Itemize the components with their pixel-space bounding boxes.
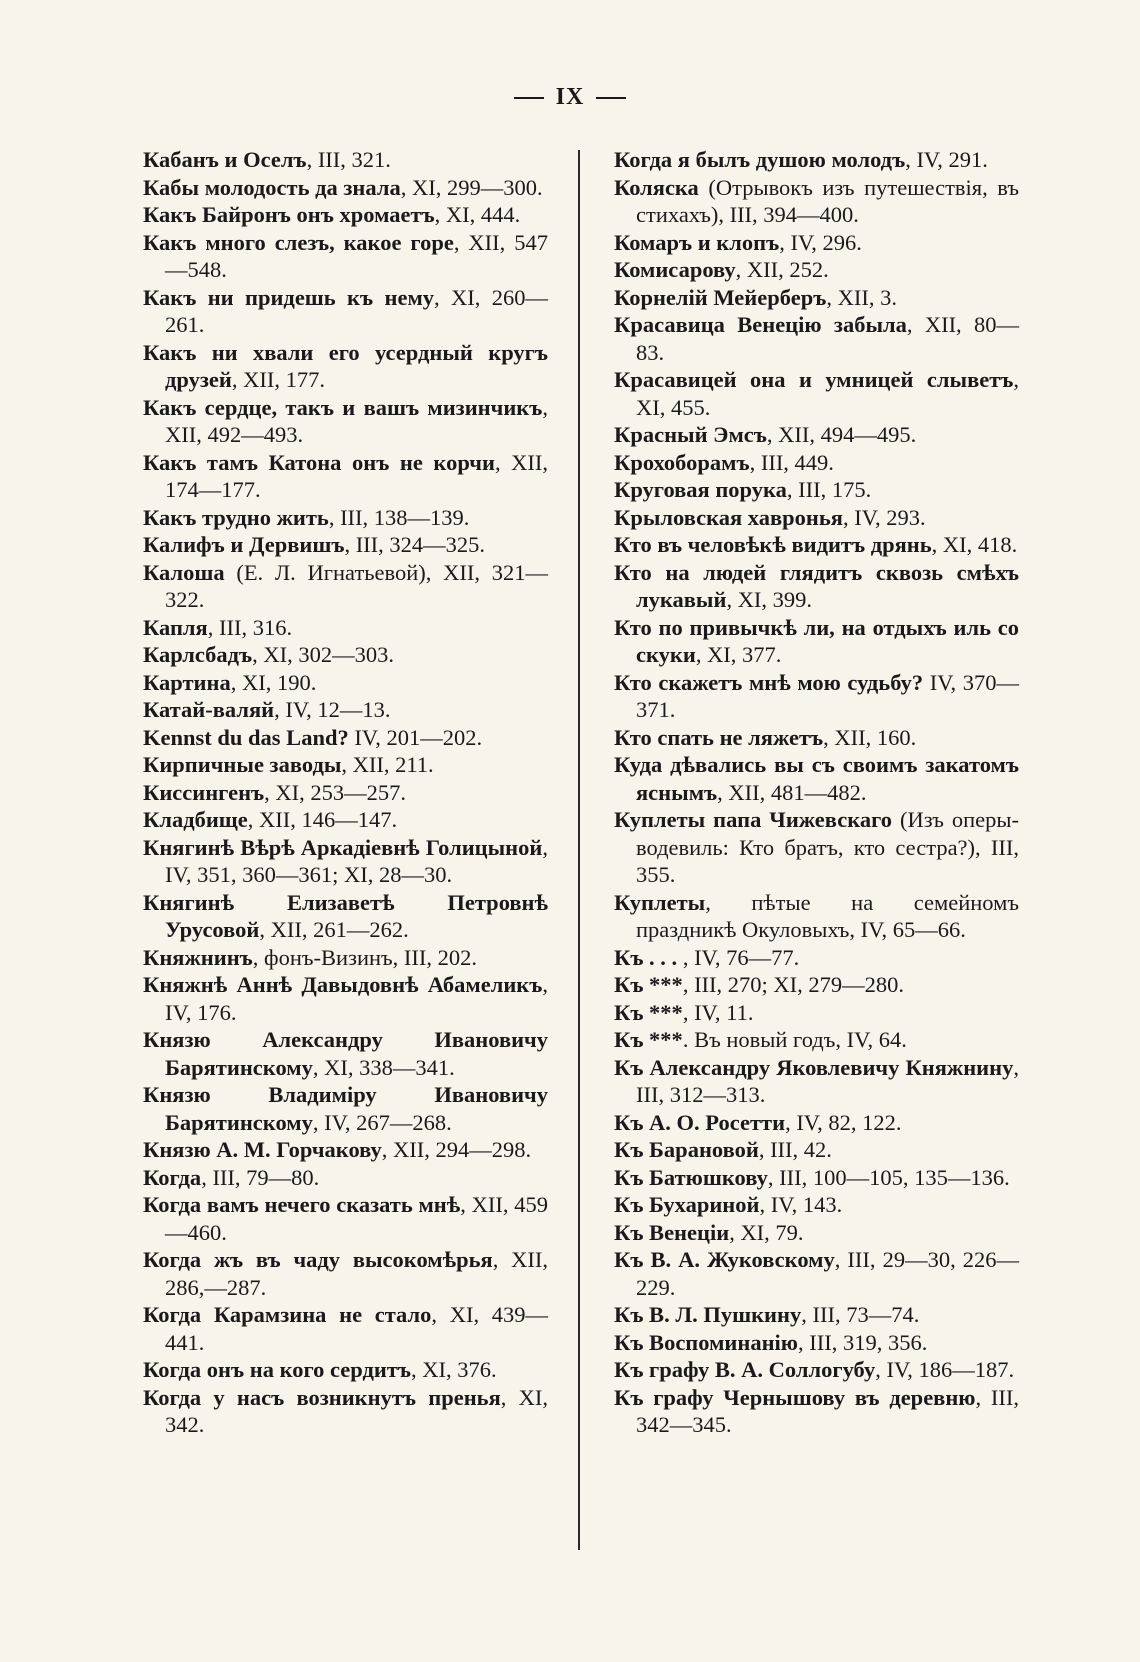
index-entry [143,174,548,202]
index-entry [614,174,1019,229]
index-entry [143,889,548,944]
entry-reference: . Въ новый годъ, IV, 64. [682,1027,907,1052]
entry-title: Kennst du das Land? [143,724,349,750]
entry-reference: , IV, 296. [779,229,862,255]
entry-reference: , III, 29—30, 226—229. [636,1247,1020,1300]
entry-reference: , XI, 260—261. [165,284,548,337]
entry-title: Кто по привычкѣ ли, на отдыхъ иль со скуки [614,614,1019,667]
entry-reference: , XII, 492—493. [165,394,548,447]
index-entry [614,449,1019,477]
entry-reference: , пѣтые на семейномъ праздникѣ Окуловыхъ, IV, 65—66. [636,889,1019,942]
entry-title: Къ Батюшкову [614,1164,768,1190]
entry-title: Кладбище [143,807,248,832]
entry-title: Куда дѣвались вы съ своимъ закатомъ яснымъ [614,752,1019,805]
entry-reference: , XI, 253—257. [264,779,407,805]
entry-reference: , XII, 481—482. [717,779,867,805]
entry-title: Коляска [614,174,699,200]
entry-reference: , XI, 376. [411,1357,497,1382]
index-entry [143,641,548,669]
entry-title: Князю Владиміру Ивановичу Барятинскому [143,1082,548,1135]
entry-title: Красавицей она и умницей слыветъ [614,367,1014,392]
entry-title: Къ . . . [614,944,678,970]
entry-reference: , III, 316. [207,614,293,640]
entry-title: Крыловская хавронья [614,504,843,530]
entry-title: Какъ трудно жить [143,504,329,530]
index-entry [143,1356,548,1384]
entry-reference: , IV, 267—268. [312,1109,452,1135]
entry-title: Капля [143,614,208,640]
entry-title: Калоша [143,559,225,585]
index-entry [614,421,1019,449]
index-entry [143,531,548,559]
index-entry [614,1164,1019,1192]
entry-title: Красный Эмсъ [614,422,767,447]
index-entry [143,1301,548,1356]
index-entry [614,806,1019,889]
entry-title: Къ Бухариной [614,1192,760,1217]
entry-title: Кто спать не ляжетъ [614,724,824,750]
index-entry [143,1246,548,1301]
entry-title: Кабанъ и Оселъ [143,147,307,172]
index-entry [614,284,1019,312]
index-entry [614,1329,1019,1357]
entry-reference: , XII, 547—548. [165,229,549,282]
entry-reference: , III, 73—74. [801,1302,920,1327]
entry-title: Когда [143,1164,202,1190]
index-entry [143,1081,548,1136]
entry-reference: , XI, 399. [726,587,813,612]
index-entry [143,669,548,697]
entry-reference: , IV, 351, 360—361; XI, 28—30. [165,834,548,887]
entry-title: Кто на людей глядитъ сквозь смѣхъ лукавый [614,559,1019,612]
entry-title: Кто въ человѣкѣ видитъ дрянь [614,532,932,557]
entry-title: Къ Барановой [614,1137,759,1162]
index-entry [614,1191,1019,1219]
entry-title: Кабы молодость да знала [143,174,401,200]
index-entry [143,1026,548,1081]
index-entry [143,834,548,889]
index-entry [614,889,1019,944]
entry-reference: , III, 270; XI, 279—280. [682,972,905,997]
index-entry [143,724,548,752]
index-entry [143,1164,548,1192]
index-entry [143,559,548,614]
entry-reference: , XI, 338—341. [312,1054,455,1080]
index-entry [143,504,548,532]
entry-reference: , XII, 3. [826,284,897,310]
entry-title: Къ графу В. А. Соллогубу [614,1357,876,1382]
entry-reference: , XII, 174—177. [165,449,548,502]
entry-reference: , фонъ-Визинъ, III, 202. [252,944,478,970]
entry-reference: , XI, 302—303. [252,642,394,667]
index-entry [614,1136,1019,1164]
index-entry [614,476,1019,504]
entry-reference: , III, 79—80. [201,1164,320,1190]
index-entry [614,559,1019,614]
entry-reference: , XII, 494—495. [766,422,917,447]
entry-title: Комаръ и клопъ [614,229,780,255]
entry-title: Княгинѣ Вѣрѣ Аркадіевнѣ Голицыной [143,834,543,860]
entry-reference: IV, 201—202. [348,724,483,750]
entry-reference: (Отрывокъ изъ путешествія, въ стихахъ), III, 394—400. [636,174,1019,227]
index-entry [614,1301,1019,1329]
entry-reference: , XII, 80—83. [636,312,1019,365]
entry-title: Комисарову [614,257,736,282]
entry-reference: , XI, 439—441. [165,1302,548,1355]
entry-title: Куплеты [614,889,706,915]
entry-title: Калифъ и Дервишъ [143,532,345,557]
entry-reference: , III, 100—105, 135—136. [767,1164,1010,1190]
entry-reference: , XII, 252. [735,257,829,282]
entry-reference: , XII, 211. [341,752,434,777]
index-entry [143,1191,548,1246]
index-entry [143,146,548,174]
entry-reference: , IV, 11. [682,999,754,1025]
index-entry [614,1026,1019,1054]
entry-title: Крохоборамъ [614,449,750,475]
index-entry [614,944,1019,972]
entry-reference: , IV, 293. [842,504,926,530]
right-column [614,146,1019,1439]
index-entry [614,311,1019,366]
entry-reference: , IV, 176. [165,972,548,1025]
entry-title: Круговая порука [614,477,787,502]
entry-reference: , XII, 160. [823,724,917,750]
entry-title: Къ графу Чернышову въ деревню [614,1384,976,1410]
entry-title: Катай-валяй [143,697,275,722]
entry-reference: , XII, 261—262. [259,917,409,942]
page-number [0,84,1140,111]
entry-title: Какъ сердце, такъ и вашъ мизинчикъ [143,394,543,420]
entry-reference: , III, 319, 356. [798,1329,928,1355]
index-entry [614,1109,1019,1137]
entry-title: Какъ Байронъ онъ хромаетъ [143,202,435,227]
entry-title: Къ Александру Яковлевичу Княжнину [614,1054,1014,1080]
index-entry [614,1054,1019,1109]
entry-reference: , IV, 82, 122. [785,1109,902,1135]
entry-reference: , XI, 377. [695,642,782,667]
index-entry [614,614,1019,669]
index-entry [614,1356,1019,1384]
entry-title: Къ Венеціи [614,1219,730,1245]
index-entry [614,1246,1019,1301]
index-entry [143,229,548,284]
index-entry [614,669,1019,724]
entry-title: Къ А. О. Росетти [614,1109,786,1135]
entry-reference: , XII, 294—298. [381,1137,532,1162]
column-divider [578,150,580,1550]
entry-title: Князю Александру Ивановичу Барятинскому [143,1027,548,1080]
entry-title: Какъ много слезъ, какое горе [143,229,454,255]
entry-title: Къ В. Л. Пушкину [614,1302,802,1327]
entry-title: Какъ ни придешь къ нему [143,284,435,310]
entry-reference: , XII, 286,—287. [165,1247,548,1300]
entry-title: Куплеты папа Чижевскаго [614,807,892,832]
index-entry [614,256,1019,284]
entry-title: Корнелій Мейерберъ [614,284,827,310]
entry-title: Когда Карамзина не стало [143,1302,432,1327]
index-entry [143,806,548,834]
entry-reference: , XI, 342. [165,1384,548,1437]
entry-title: Кто скажетъ мнѣ мою судьбу? [614,669,924,695]
index-entry [143,339,548,394]
entry-title: Княжнинъ [143,944,253,970]
entry-title: Картина [143,669,231,695]
entry-reference: , IV, 76—77. [677,944,800,970]
entry-title: Какъ ни хвали его усердный кругъ друзей [143,339,548,392]
entry-reference: , XII, 177. [231,367,325,392]
entry-title: Княжнѣ Аннѣ Давыдовнѣ Абамеликъ [143,972,543,997]
index-entry [614,504,1019,532]
page-number-text: IX [555,84,585,110]
entry-reference: , XI, 444. [434,202,521,227]
entry-reference: , XI, 455. [636,367,1019,420]
entry-reference: , III, 42. [758,1137,832,1162]
entry-reference: (Изъ оперы-водевиль: Кто братъ, кто сестра?), III, 355. [636,807,1019,887]
index-entry [614,531,1019,559]
index-entry [143,696,548,724]
index-entry [143,1384,548,1439]
entry-reference: , XII, 146—147. [247,807,398,832]
entry-reference: , III, 324—325. [344,532,486,557]
entry-title: Княгинѣ Елизаветѣ Петровнѣ Урусовой [143,889,548,942]
index-entry [614,146,1019,174]
entry-title: Къ В. А. Жуковскому [614,1247,835,1272]
entry-title: Какъ тамъ Катона онъ не корчи [143,449,495,475]
index-entry [143,944,548,972]
entry-title: Киссингенъ [143,779,265,805]
index-entry [143,449,548,504]
entry-title: Когда жъ въ чаду высокомѣрья [143,1247,493,1272]
entry-reference: (Е. Л. Игнатьевой), XII, 321—322. [165,559,548,612]
index-entry [143,614,548,642]
entry-reference: , IV, 12—13. [274,697,391,722]
entry-reference: , IV, 291. [905,147,988,172]
entry-title: Къ *** [614,1027,683,1052]
left-column [143,146,548,1439]
index-entry [614,999,1019,1027]
entry-title: Карлсбадъ [143,642,253,667]
entry-reference: , XI, 418. [931,532,1018,557]
entry-title: Когда вамъ нечего сказать мнѣ [143,1192,461,1217]
index-entry [143,284,548,339]
entry-reference: , III, 138—139. [328,504,470,530]
index-entry [143,1136,548,1164]
entry-title: Когда я былъ душою молодъ [614,147,906,172]
index-entry [143,779,548,807]
index-entry [143,971,548,1026]
index-entry [143,201,548,229]
entry-reference: , IV, 143. [759,1192,843,1217]
entry-reference: , XII, 459—460. [165,1192,548,1245]
entry-title: Князю А. М. Горчакову [143,1137,382,1162]
index-entry [614,971,1019,999]
index-entry [143,394,548,449]
index-entry [614,229,1019,257]
entry-reference: IV, 370—371. [636,669,1019,722]
page-number-dash [596,97,626,99]
entry-title: Когда у насъ возникнутъ пренья [143,1384,501,1410]
entry-reference: , III, 175. [786,477,872,502]
entry-title: Когда онъ на кого сердитъ [143,1357,412,1382]
entry-title: Кирпичные заводы [143,752,342,777]
entry-reference: , III, 449. [749,449,834,475]
entry-reference: , III, 342—345. [636,1384,1019,1437]
index-entry [614,751,1019,806]
entry-reference: , XI, 79. [729,1219,804,1245]
index-entry [614,1384,1019,1439]
index-entry [143,751,548,779]
index-entry [614,366,1019,421]
page-number-dash [514,97,544,99]
entry-reference: , IV, 186—187. [875,1357,1015,1382]
entry-title: Къ *** [614,999,683,1025]
index-entry [614,724,1019,752]
entry-title: Къ Воспоминанію [614,1329,798,1355]
entry-reference: , XI, 190. [230,669,317,695]
index-entry [614,1219,1019,1247]
entry-reference: , III, 312—313. [636,1054,1019,1107]
entry-reference: , III, 321. [306,147,391,172]
entry-title: Красавица Венецію забыла [614,312,907,337]
entry-title: Къ *** [614,972,683,997]
entry-reference: , XI, 299—300. [400,174,543,200]
